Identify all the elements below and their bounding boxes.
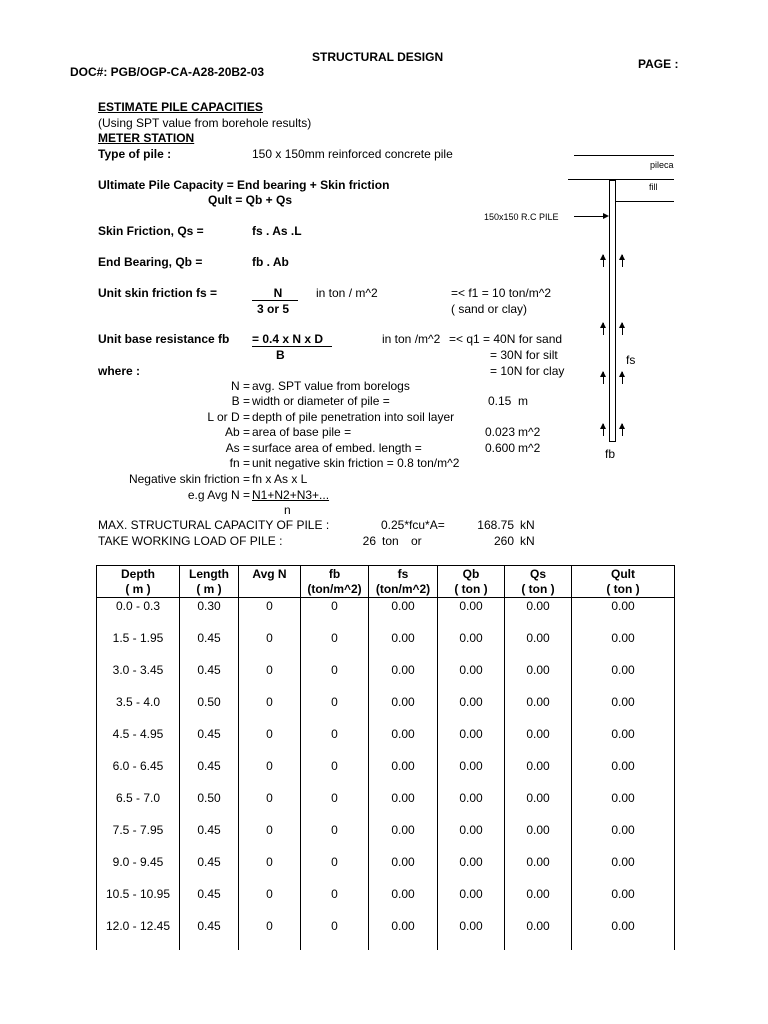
def-unit: m^2	[518, 425, 541, 439]
working-load-label: TAKE WORKING LOAD OF PILE :	[98, 534, 283, 548]
end-bearing-formula: fb . Ab	[252, 255, 289, 269]
table-cell: 0.45	[180, 662, 239, 694]
pile-pointer-line	[574, 216, 604, 217]
table-row	[97, 630, 675, 662]
table-cell: 0.00	[505, 630, 572, 662]
table-row	[97, 726, 675, 758]
table-cell: 0	[239, 630, 301, 662]
def-value: 0.600	[484, 441, 515, 455]
table-row	[97, 694, 675, 726]
column-header: Depth ( m )	[97, 566, 180, 598]
table-cell: 0	[301, 726, 369, 758]
table-cell: 0.00	[438, 758, 505, 790]
pile-capacity-table	[96, 565, 675, 950]
table-cell: 0.00	[572, 598, 675, 631]
max-capacity-formula: 0.25*fcu*A=	[381, 518, 445, 532]
arrow-up-icon	[622, 424, 623, 436]
pilecap-label: pileca	[650, 160, 674, 170]
table-cell: 0.00	[505, 822, 572, 854]
table-cell: 0.00	[438, 726, 505, 758]
pile-label: 150x150 R.C PILE	[484, 212, 559, 222]
skin-friction-formula: fs . As .L	[252, 224, 302, 238]
table-cell: 0	[239, 886, 301, 918]
end-bearing-label: End Bearing, Qb =	[98, 255, 203, 269]
table-cell: 0	[239, 918, 301, 950]
table-cell: 0	[301, 822, 369, 854]
table-row	[97, 758, 675, 790]
station-heading: METER STATION	[98, 131, 195, 145]
column-header: fs (ton/m^2)	[369, 566, 438, 598]
working-load-kn-unit: kN	[520, 534, 535, 548]
def-symbol: As =	[225, 441, 250, 455]
table-cell: 0	[301, 662, 369, 694]
table-cell: 0	[301, 854, 369, 886]
table-row	[97, 854, 675, 886]
table-row	[97, 886, 675, 918]
table-cell: 0.00	[572, 822, 675, 854]
table-cell: 0.00	[369, 694, 438, 726]
table-cell: 0.00	[438, 886, 505, 918]
table-cell: 0.00	[572, 790, 675, 822]
table-row	[97, 790, 675, 822]
def-value: 0.15	[488, 394, 512, 408]
max-capacity-value: 168.75	[477, 518, 514, 532]
table-cell: 0	[301, 918, 369, 950]
column-header: Qb ( ton )	[438, 566, 505, 598]
column-header: Qs ( ton )	[505, 566, 572, 598]
arrow-up-icon	[603, 255, 604, 267]
def-unit: m	[518, 394, 528, 408]
fill-label: fill	[649, 182, 658, 192]
table-cell: 0	[239, 854, 301, 886]
table-cell: 0.00	[369, 726, 438, 758]
table-cell: 0.00	[369, 790, 438, 822]
table-cell: 0	[239, 598, 301, 631]
table-cell: 0.00	[369, 886, 438, 918]
arrow-up-icon	[622, 372, 623, 384]
def-symbol: B =	[231, 394, 250, 408]
table-cell: 0.00	[505, 758, 572, 790]
table-cell: 0.00	[438, 790, 505, 822]
fs-label: fs	[626, 353, 636, 367]
table-cell: 0.00	[572, 726, 675, 758]
table-row	[97, 822, 675, 854]
unit-base-limit3: = 10N for clay	[490, 364, 565, 378]
negative-label: Negative skin friction =	[128, 472, 250, 486]
table-cell: 3.0 - 3.45	[97, 662, 180, 694]
table-cell: 0	[301, 630, 369, 662]
working-load-ton: 26	[362, 534, 376, 548]
table-cell: 7.5 - 7.95	[97, 822, 180, 854]
table-cell: 0.00	[438, 630, 505, 662]
unit-base-numerator: = 0.4 x N x D	[252, 332, 324, 346]
def-text: area of base pile =	[252, 425, 352, 439]
unit-skin-unit: in ton / m^2	[316, 286, 378, 300]
eg-denominator: n	[284, 503, 291, 517]
column-header: Qult ( ton )	[572, 566, 675, 598]
eg-numerator: N1+N2+N3+...	[252, 488, 330, 502]
table-cell: 0.00	[505, 694, 572, 726]
table-cell: 0	[239, 790, 301, 822]
table-cell: 0	[239, 694, 301, 726]
table-cell: 0.45	[180, 726, 239, 758]
table-cell: 0.00	[369, 918, 438, 950]
table-cell: 0.00	[505, 854, 572, 886]
table-cell: 0.00	[505, 662, 572, 694]
skin-friction-label: Skin Friction, Qs =	[98, 224, 204, 238]
table-cell: 0.00	[438, 694, 505, 726]
table-cell: 10.5 - 10.95	[97, 886, 180, 918]
unit-skin-limit: =< f1 = 10 ton/m^2	[451, 286, 552, 300]
fill-line	[614, 201, 674, 202]
table-cell: 0	[239, 662, 301, 694]
table-row	[97, 662, 675, 694]
table-cell: 0.00	[572, 854, 675, 886]
table-cell: 9.0 - 9.45	[97, 854, 180, 886]
table-cell: 0	[301, 886, 369, 918]
table-cell: 0.00	[505, 886, 572, 918]
table-cell: 0	[239, 822, 301, 854]
unit-base-limit: =< q1 = 40N for sand	[449, 332, 563, 346]
table-cell: 0.00	[438, 598, 505, 631]
table-cell: 0.00	[572, 694, 675, 726]
table-cell: 1.5 - 1.95	[97, 630, 180, 662]
table-cell: 0.00	[505, 790, 572, 822]
negative-formula: fn x As x L	[252, 472, 308, 486]
table-cell: 0	[301, 758, 369, 790]
section-note: (Using SPT value from borehole results)	[98, 116, 312, 130]
table-cell: 12.0 - 12.45	[97, 918, 180, 950]
table-cell: 4.5 - 4.95	[97, 726, 180, 758]
working-load-kn: 260	[493, 534, 514, 548]
arrow-up-icon	[603, 323, 604, 335]
def-text: unit negative skin friction = 0.8 ton/m^2	[252, 456, 460, 470]
pile-pointer-arrowhead	[603, 213, 609, 219]
table-cell: 0.00	[505, 598, 572, 631]
table-cell: 0.45	[180, 630, 239, 662]
table-cell: 0.00	[438, 854, 505, 886]
table-cell: 0	[301, 694, 369, 726]
table-cell: 0.00	[505, 726, 572, 758]
table-cell: 6.5 - 7.0	[97, 790, 180, 822]
fb-label: fb	[605, 447, 616, 461]
unit-base-limit2: = 30N for silt	[490, 348, 558, 362]
table-cell: 0	[239, 758, 301, 790]
arrow-up-icon	[622, 323, 623, 335]
unit-skin-numerator: N	[273, 286, 283, 300]
doc-number: DOC#: PGB/OGP-CA-A28-20B2-03	[70, 65, 265, 79]
table-cell: 0.30	[180, 598, 239, 631]
table-cell: 0	[301, 790, 369, 822]
fraction-bar	[252, 300, 298, 301]
unit-skin-limit-note: ( sand or clay)	[451, 302, 528, 316]
eg-label: e.g Avg N =	[187, 488, 250, 502]
def-symbol: L or D =	[207, 410, 250, 424]
unit-base-denominator: B	[276, 348, 285, 362]
table-cell: 0.45	[180, 854, 239, 886]
unit-base-unit: in ton /m^2	[382, 332, 441, 346]
ultimate-line1: Ultimate Pile Capacity = End bearing + Skin friction	[98, 178, 390, 192]
table-cell: 0.45	[180, 918, 239, 950]
table-cell: 0.00	[438, 822, 505, 854]
def-value: 0.023	[484, 425, 515, 439]
table-cell: 0.00	[369, 662, 438, 694]
column-header: Length ( m )	[180, 566, 239, 598]
pile-body	[609, 180, 616, 442]
table-cell: 0.0 - 0.3	[97, 598, 180, 631]
ultimate-line2: Qult = Qb + Qs	[208, 193, 293, 207]
page-label: PAGE :	[638, 57, 679, 71]
table-cell: 0.00	[369, 598, 438, 631]
fraction-bar	[252, 346, 332, 347]
table-cell: 0.00	[572, 918, 675, 950]
table-cell: 0.00	[572, 886, 675, 918]
pile-type-label: Type of pile :	[98, 147, 172, 161]
table-row	[97, 918, 675, 950]
unit-skin-denominator: 3 or 5	[257, 302, 290, 316]
def-symbol: Ab =	[224, 425, 250, 439]
table-cell: 0.00	[572, 630, 675, 662]
table-cell: 0.00	[369, 630, 438, 662]
table-cell: 0.00	[572, 662, 675, 694]
pilecap-line	[574, 155, 674, 156]
table-cell: 0.00	[438, 918, 505, 950]
max-capacity-unit: kN	[520, 518, 535, 532]
table-cell: 0.45	[180, 758, 239, 790]
def-text: avg. SPT value from borelogs	[252, 379, 410, 393]
working-load-or: or	[411, 534, 422, 548]
arrow-up-icon	[622, 255, 623, 267]
table-cell: 0.00	[505, 918, 572, 950]
table-cell: 0.00	[572, 758, 675, 790]
table-cell: 0	[239, 726, 301, 758]
table-cell: 3.5 - 4.0	[97, 694, 180, 726]
table-cell: 6.0 - 6.45	[97, 758, 180, 790]
table-cell: 0.50	[180, 694, 239, 726]
unit-base-label: Unit base resistance fb	[98, 332, 230, 346]
arrow-up-icon	[603, 372, 604, 384]
table-cell: 0.00	[438, 662, 505, 694]
table-cell: 0.45	[180, 886, 239, 918]
column-header: fb (ton/m^2)	[301, 566, 369, 598]
table-header-row	[97, 566, 675, 598]
arrow-up-icon	[603, 424, 604, 436]
table-cell: 0.45	[180, 822, 239, 854]
table-cell: 0.00	[369, 854, 438, 886]
table-cell: 0.00	[369, 822, 438, 854]
def-text: surface area of embed. length =	[252, 441, 422, 455]
ground-line	[568, 179, 674, 180]
table-cell: 0	[301, 598, 369, 631]
table-row	[97, 598, 675, 631]
def-unit: m^2	[518, 441, 541, 455]
doc-title: STRUCTURAL DESIGN	[312, 50, 444, 64]
where-label: where :	[98, 364, 141, 378]
working-load-ton-unit: ton	[382, 534, 399, 548]
def-text: width or diameter of pile =	[252, 394, 390, 408]
unit-skin-label: Unit skin friction fs =	[98, 286, 218, 300]
max-capacity-label: MAX. STRUCTURAL CAPACITY OF PILE :	[98, 518, 330, 532]
def-symbol: N =	[230, 379, 250, 393]
column-header: Avg N	[239, 566, 301, 598]
def-text: depth of pile penetration into soil layer	[252, 410, 455, 424]
def-symbol: fn =	[229, 456, 250, 470]
table-cell: 0.00	[369, 758, 438, 790]
section-heading: ESTIMATE PILE CAPACITIES	[98, 100, 263, 114]
table-cell: 0.50	[180, 790, 239, 822]
pile-type-value: 150 x 150mm reinforced concrete pile	[252, 147, 453, 161]
